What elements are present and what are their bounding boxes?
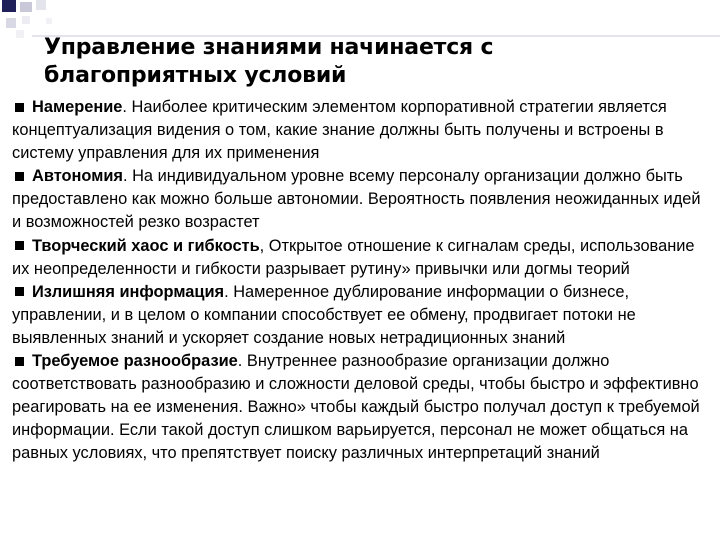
list-item [12,350,712,465]
square-bullet-icon [15,287,24,296]
slide-title: Управление знаниями начинается с благоприятных условий [44,35,494,88]
item-term: Автономия [32,167,123,186]
list-item [12,165,712,234]
list-item [12,281,712,350]
item-term: Творческий хаос и гибкость [32,236,260,255]
square-bullet-icon [15,172,24,181]
bullet-list [12,96,712,466]
item-term: Требуемое разнообразие [32,352,238,371]
square-bullet-icon [15,241,24,250]
list-item [12,235,712,281]
item-term: Намерение [32,98,123,116]
item-term: Излишняя информация [32,282,225,301]
item-text: , Открытое отношение к сигналам среды, использование их неопределенности и гибкости разрывает рутину» привычки или догмы теорий [12,236,695,278]
item-text: . Наиболее критическим элементом корпоративной стратегии является концептуализация видения о том, какие знание должны быть получены и встроены в систему управления для их применения [12,98,667,163]
item-text: . Внутреннее разнообразие организации должно соответствовать разнообразию и сложности деловой среды, чтобы быстро и эффективно реагировать на ее изменения. Важно» чтобы каждый быстро получал доступ к требуемой информации. Если такой доступ слишком варьируется, персонал не может общаться на равных условиях, что препятствует поиску различных интерпретаций знаний [12,352,700,463]
item-text: . На индивидуальном уровне всему персоналу организации должно быть предоставлено как можно больше автономии. Вероятность появления неожиданных идей и возможностей резко возрастет [12,167,701,232]
square-bullet-icon [15,103,24,112]
list-item [12,96,712,165]
square-bullet-icon [15,357,24,366]
item-text: . Намеренное дублирование информации о бизнесе, управлении, и в целом о компании способствует ее обмену, продвигает потоки не выявленных знаний и ускоряет создание новых нетрадиционных знаний [12,282,636,347]
